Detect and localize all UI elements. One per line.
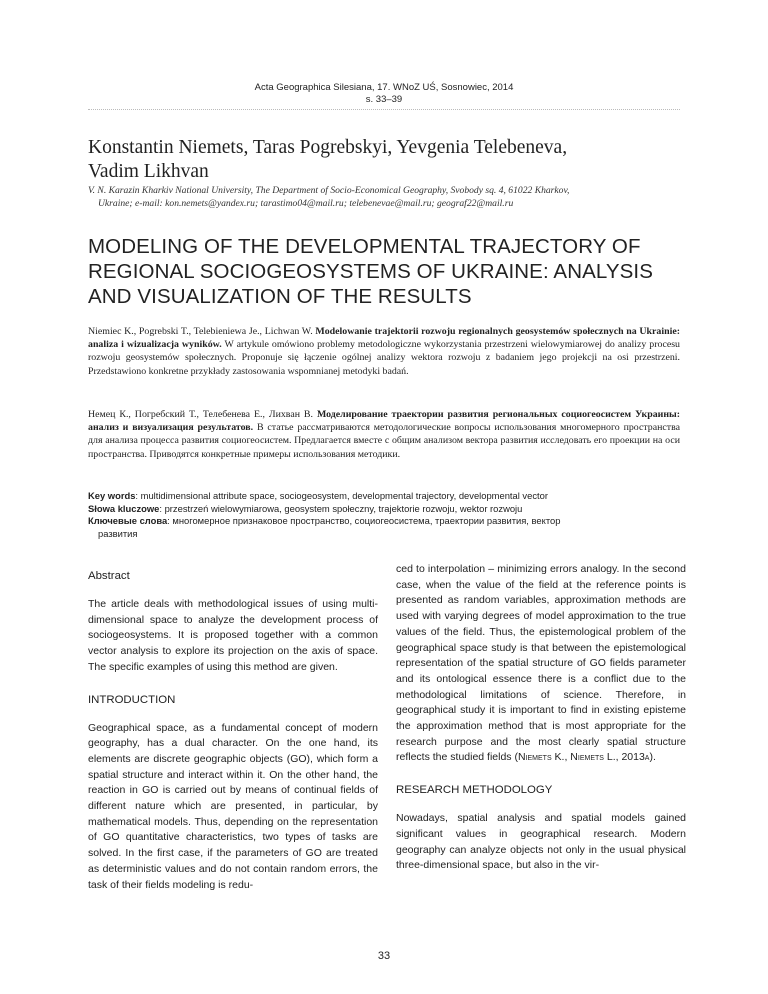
keywords-en — [88, 490, 680, 503]
abstract-pl-text: W artykule omówiono problemy metodologiczne wykorzystania przestrzeni wielowymiarowej do analizy procesu rozwoju geosystemów społecznych. Proponuje się łączenie ogólnej analizy wektora rozwoju z badaniem jego projekcji na osi przestrzeni. Przedstawiono konkretne przykłady zastosowania wspomnianej metodyki badań. — [88, 339, 680, 377]
abstract-ru-authors: Немец К., Погребский Т., Телебенева Е., Лихван В. — [88, 409, 313, 420]
paper-title: MODELING OF THE DEVELOPMENTAL TRAJECTORY OF REGIONAL SOCIOGEOSYSTEMS OF UKRAINE: ANALYSIS AND VISUALIZATION OF THE RESULTS — [88, 235, 653, 308]
abstract-heading: Abstract — [88, 570, 130, 582]
keywords-ru-continued: развития — [98, 527, 138, 539]
affiliation-line-1: V. N. Karazin Kharkiv National University, The Department of Socio-Economical Geography, Svobody sq. 4, 61022 Kharkov, — [88, 185, 570, 196]
page-number: 33 — [377, 950, 391, 962]
introduction-text: Geographical space, as a fundamental concept of modern geography, has a dual character. On the one hand, its elements are discrete geographic objects (GO), which form a spatial structure and interact within it. On the other hand, the reaction in GO is carried out by means of continual fields of different nature which are presented, in particular, by mathematical models. Thus, depending on the representation of GO quantitative characteristics, two types of tasks are solved. In the first case, if the parameters of GO are treated as deterministic values and do not contain random errors, the task of their fields modeling is redu- — [88, 721, 378, 891]
introduction-heading: INTRODUCTION — [88, 693, 176, 706]
author-list — [88, 136, 688, 184]
keywords-pl-label: Słowa kluczowe — [88, 502, 160, 514]
affiliation — [88, 184, 688, 210]
affiliation-line-2: Ukraine; e-mail: kon.nemets@yandex.ru; tarastimo04@mail.ru; telebenevae@mail.ru; geograf22@mail.ru — [98, 198, 514, 209]
journal-line: Acta Geographica Silesiana, 17. WNoZ UŚ, Sosnowiec, 2014 — [254, 82, 514, 93]
right-column — [396, 562, 686, 874]
authors-line-1: Konstantin Niemets, Taras Pogrebskyi, Yevgenia Telebeneva, — [88, 137, 568, 158]
keywords-ru-label: Ключевые слова — [88, 515, 168, 526]
keywords-pl-text: : przestrzeń wielowymiarowa, geosystem społeczny, trajektorie rozwoju, wektor rozwoju — [159, 502, 523, 514]
keywords-en-label: Key words — [88, 490, 136, 501]
right-column-text — [396, 562, 686, 766]
abstract-pl-title: Modelowanie trajektorii rozwoju regionalnych geosystemów społecznych na Ukrainie: analiza i wizualizacja wyników. — [88, 326, 681, 351]
research-methodology-heading: RESEARCH METHODOLOGY — [396, 784, 553, 797]
left-column — [88, 562, 378, 893]
header-divider — [88, 109, 680, 110]
keywords-block — [88, 490, 680, 540]
journal-header — [0, 82, 768, 106]
keywords-en-text: : multidimensional attribute space, sociogeosystem, developmental trajectory, developmental vector — [135, 490, 548, 501]
abstract-pl-authors: Niemiec K., Pogrebski T., Telebieniewa Je., Lichwan W. — [88, 326, 313, 337]
abstract-polish — [88, 325, 680, 378]
pages-line: s. 33–39 — [365, 94, 403, 105]
keywords-ru — [88, 515, 680, 528]
abstract-ru-title: Моделирование траектории развития региональных социогеосистем Украины: анализ и визуализация результатов. — [88, 409, 681, 434]
abstract-russian — [88, 408, 680, 461]
research-methodology-text: Nowadays, spatial analysis and spatial models gained significant values in geographical research. Modern geography can analyze objects not only in the usual physical three-dimensional space, but also in the vir- — [396, 812, 686, 872]
right-text-main: ced to interpolation – minimizing errors analogy. In the second case, when the value of the field at the reference points is presented as random variables, approximation methods are used with varying degrees of model approximation to the true values of the field. Thus, the epistemological problem of the geographical space study is that between the epistemological representation of the spatial structure of GO fields parameter and its ontological essence there is a conflict due to the methodological limitations of science. Therefore, in geographical study it is important to find in existing episteme the approximation method that is most appropriate for the research purpose and the most clearly spatial structure reflects the studied fields ( — [396, 563, 686, 764]
authors-line-2: Vadim Likhvan — [88, 161, 209, 182]
citation: Niemets K., Niemets L., 2013a — [517, 751, 650, 764]
abstract-ru-text: В статье рассматриваются методологические вопросы использования многомерного пространства для анализа процесса развития социогеосистем. Предлагается вместе с общим анализом вектора развития исследовать его проекции на оси пространства. Приводятся конкретные примеры использования методики. — [88, 422, 681, 460]
keywords-pl — [88, 503, 680, 516]
right-text-close: ). — [649, 751, 656, 764]
abstract-en-text: The article deals with methodological issues of using multi-dimensional space to analyze the development process of sociogeosystems. It is proposed together with a common vector analysis to explore its projection on the axis of space. The specific examples of using this method are given. — [88, 598, 378, 673]
keywords-ru-text: : многомерное признаковое пространство, социогеосистема, траектории развития, вектор — [167, 515, 561, 526]
